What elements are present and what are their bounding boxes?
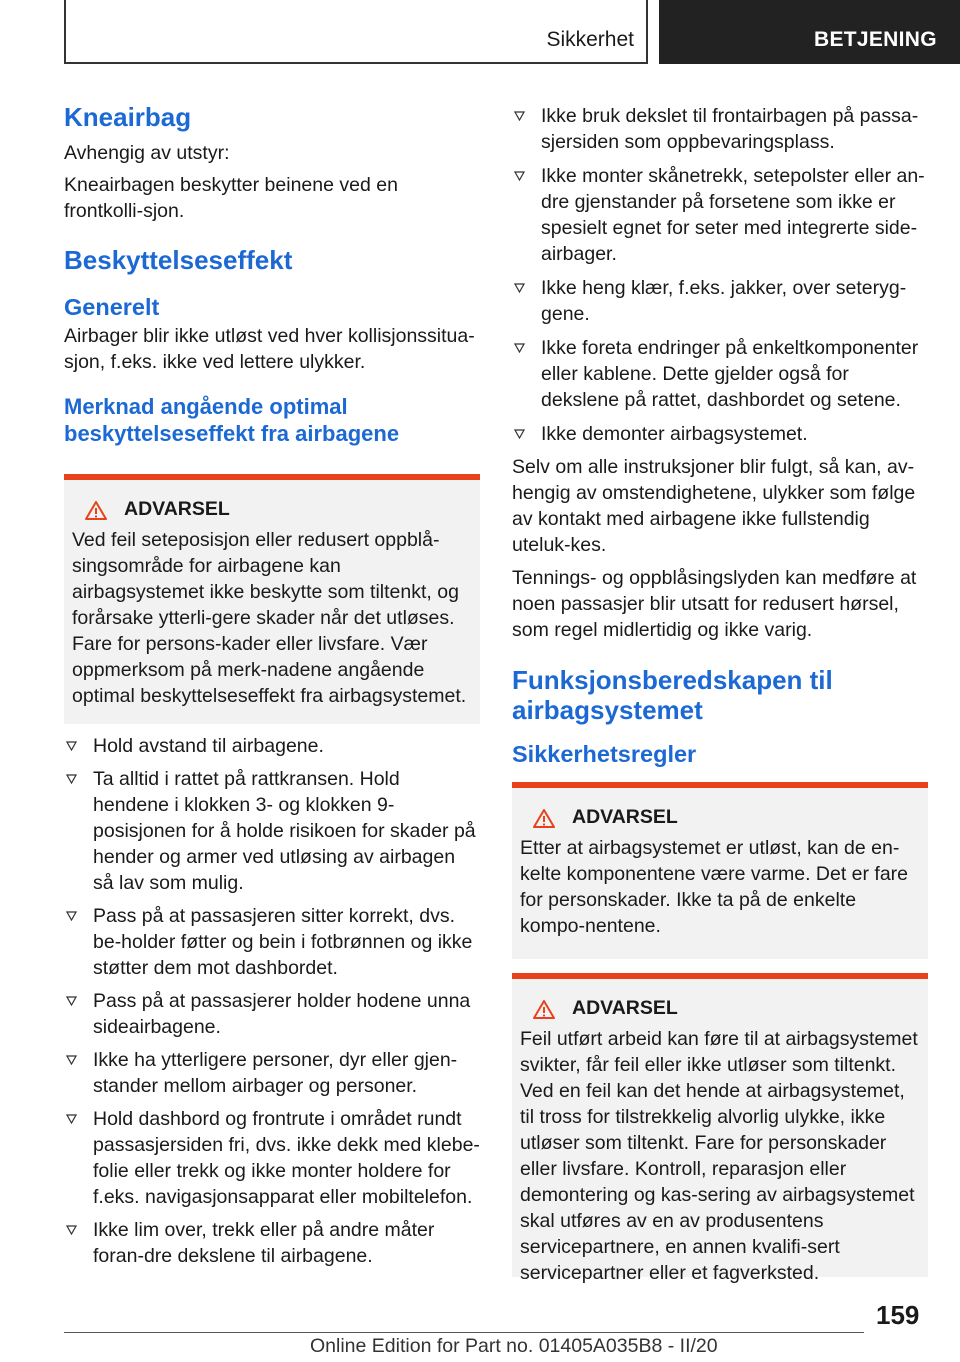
warning-label: ADVARSEL [572,806,678,828]
list-item: Ta alltid i rattet på rattkransen. Hold hendene i klokken 3- og klokken 9-posisjonen for å holde risikoen for skader på hender og armer ved utløsing av airbagen så lav som mulig. [64,766,480,896]
triangle-bullet-icon [66,1225,77,1235]
right-bullet-list [512,103,928,447]
list-item: Hold dashbord og frontrute i området rundt passasjersiden fri, dvs. ikke dekk med klebe-folie eller trekk og ikke monter holdere for f.eks. navigasjonsapparat eller mobiltelefon. [64,1106,480,1210]
warning-text: Ved feil seteposisjon eller redusert oppblå-singsområde for airbagene kan airbagsystemet ikke beskytte som tiltenkt, og forårsake ytterli-gere skader når det utløses. Fare for persons-kader eller livsfare. Vær oppmerksom på merk-nadene angående optimal beskyttelseseffekt fra airbagsystemet. [72,529,467,707]
right-column [512,103,928,1284]
triangle-bullet-icon [514,343,525,353]
header-chapter-label: BETJENING [814,28,937,51]
warning-triangle-icon [532,999,556,1019]
triangle-bullet-icon [66,1114,77,1124]
triangle-bullet-icon [66,911,77,921]
header-section-box [64,0,648,64]
page-title: Kneairbag [64,102,192,132]
paragraph-noise: Tennings- og oppblåsingslyden kan medføre at noen passasjer blir utsatt for redusert hørsel, som regel midlertidig og ikke varig. [512,567,917,641]
warning-triangle-icon [532,808,556,828]
triangle-bullet-icon [66,1055,77,1065]
list-item: Ikke monter skånetrekk, setepolster eller an-dre gjenstander på forsetene som ikke er spesielt egnet for seter med integrerte side-airbager. [512,163,928,267]
header-section-label: Sikkerhet [546,28,634,51]
list-item: Ikke ha ytterligere personer, dyr eller gjen-stander mellom airbager og personer. [64,1047,480,1099]
triangle-bullet-icon [514,111,525,121]
list-item: Ikke foreta endringer på enkeltkomponenter eller kablene. Dette gjelder også for dekslene på rattet, dashbordet og setene. [512,335,928,413]
left-bullet-list [64,733,480,1269]
footer-divider [64,1332,864,1333]
triangle-bullet-icon [66,741,77,751]
warning-triangle-icon [84,500,108,520]
footer-edition: Online Edition for Part no. 01405A035B8 - II/20 [310,1335,718,1357]
triangle-bullet-icon [514,171,525,181]
list-item: Pass på at passasjerer holder hodene unna sideairbagene. [64,988,480,1040]
list-item: Hold avstand til airbagene. [64,733,480,759]
triangle-bullet-icon [514,429,525,439]
warning-label: ADVARSEL [572,997,678,1019]
warning-text: Etter at airbagsystemet er utløst, kan de en-kelte komponentene være varme. Det er fare for personskader. Ikke ta på de enkelte kompo-nentene. [520,837,909,937]
list-item: Pass på at passasjeren sitter korrekt, dvs. be-holder føtter og bein i fotbrønnen og ikke støtter dem mot dashbordet. [64,903,480,981]
heading-safety-rules: Sikkerhetsregler [512,741,697,767]
warning-box [512,782,928,959]
warning-box [512,973,928,1284]
intro-text: Kneairbagen beskytter beinene ved en frontkolli-sjon. [64,174,398,222]
triangle-bullet-icon [66,774,77,784]
warning-text: Feil utført arbeid kan føre til at airbagsystemet svikter, får feil eller ikke utløser som tiltenkt. Ved en feil kan det hende at airbagsystemet, til tross for tilstrekkelig alvorlig ulykke, ikke utløser som tiltenkt. Fare for personskader eller livsfare. Kontroll, reparasjon eller demontering og kas-sering av airbagsystemet skal utføres av en av produsentens servicepartnere, en annen kvalifi-sert servicepartner eller et fagverksted. [520,1028,918,1284]
heading-general: Generelt [64,294,160,320]
left-column [64,100,480,1269]
list-item: Ikke lim over, trekk eller på andre måter foran-dre dekslene til airbagene. [64,1217,480,1269]
equipment-note: Avhengig av utstyr: [64,142,230,164]
triangle-bullet-icon [66,996,77,1006]
warning-box [64,474,480,724]
warning-label: ADVARSEL [124,498,230,520]
heading-readiness: Funksjonsberedskapen til airbagsystemet [512,665,833,725]
triangle-bullet-icon [514,283,525,293]
paragraph-instructions: Selv om alle instruksjoner blir fulgt, så kan, av-hengig av omstendighetene, ulykker som følge av kontakt med airbagene ikke fullstendig uteluk-kes. [512,456,916,556]
list-item: Ikke bruk dekslet til frontairbagen på passa-sjersiden som oppbevaringsplass. [512,103,928,155]
general-text: Airbager blir ikke utløst ved hver kollisjonssitua-sjon, f.eks. ikke ved lettere ulykker. [64,325,475,373]
header-chapter-box [659,0,960,64]
list-item: Ikke demonter airbagsystemet. [512,421,928,447]
heading-protection: Beskyttelseseffekt [64,245,293,275]
heading-note: Merknad angående optimal beskyttelseseffekt fra airbagene [64,394,400,446]
page-number: 159 [876,1300,920,1330]
list-item: Ikke heng klær, f.eks. jakker, over seteryg-gene. [512,275,928,327]
